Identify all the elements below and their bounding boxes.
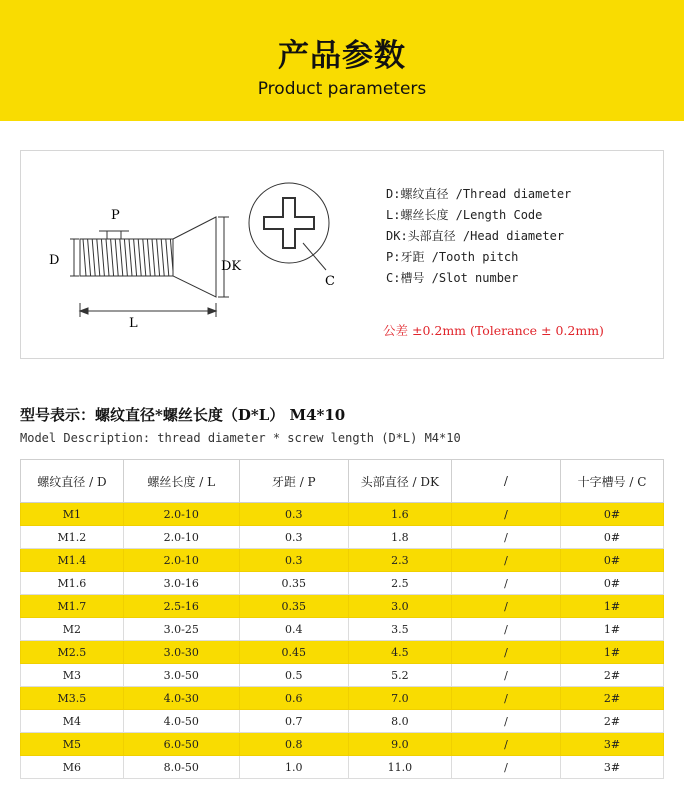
cell-slot-number: 3#: [561, 733, 664, 756]
cell-slot-number: 0#: [561, 503, 664, 526]
cell-head-diameter: 3.5: [348, 618, 451, 641]
header-slot-number: 十字槽号 / C: [561, 460, 664, 503]
table-row: [21, 526, 664, 549]
cell-screw-length: 3.0-50: [123, 664, 239, 687]
cell-slash: /: [451, 687, 560, 710]
table-header-row: [21, 460, 664, 503]
cell-thread-diameter: M3: [21, 664, 124, 687]
screw-side-view: [80, 217, 216, 297]
cell-pitch: 0.45: [239, 641, 348, 664]
screw-diagram-panel: [20, 150, 664, 359]
label-dk: DK: [221, 259, 242, 274]
cell-screw-length: 3.0-30: [123, 641, 239, 664]
cell-head-diameter: 2.5: [348, 572, 451, 595]
cell-head-diameter: 2.3: [348, 549, 451, 572]
cell-slash: /: [451, 733, 560, 756]
cell-pitch: 0.6: [239, 687, 348, 710]
cell-slot-number: 2#: [561, 664, 664, 687]
legend-item: DK:头部直径 /Head diameter: [386, 229, 565, 243]
tolerance-note: 公差 ±0.2mm (Tolerance ± 0.2mm): [383, 323, 604, 338]
header-slash: /: [451, 460, 560, 503]
cell-slash: /: [451, 595, 560, 618]
cell-pitch: 0.3: [239, 526, 348, 549]
table-row: [21, 687, 664, 710]
cell-thread-diameter: M4: [21, 710, 124, 733]
cell-thread-diameter: M1.6: [21, 572, 124, 595]
model-description-en: Model Description: thread diameter * screw length (D*L) M4*10: [20, 431, 461, 445]
cell-head-diameter: 7.0: [348, 687, 451, 710]
cell-pitch: 0.5: [239, 664, 348, 687]
cell-screw-length: 6.0-50: [123, 733, 239, 756]
label-c: C: [325, 274, 335, 289]
legend-item: D:螺纹直径 /Thread diameter: [386, 187, 572, 201]
cell-head-diameter: 9.0: [348, 733, 451, 756]
cell-pitch: 0.35: [239, 595, 348, 618]
table-row: [21, 756, 664, 779]
cell-thread-diameter: M1.2: [21, 526, 124, 549]
cell-screw-length: 8.0-50: [123, 756, 239, 779]
label-d: D: [49, 253, 60, 268]
table-row: [21, 549, 664, 572]
table-row: [21, 618, 664, 641]
header-banner: [0, 0, 684, 121]
cell-thread-diameter: M5: [21, 733, 124, 756]
header-screw-length: 螺丝长度 / L: [123, 460, 239, 503]
head-diameter-dimension: [218, 217, 229, 297]
cell-head-diameter: 4.5: [348, 641, 451, 664]
cell-screw-length: 4.0-30: [123, 687, 239, 710]
cell-head-diameter: 11.0: [348, 756, 451, 779]
cell-thread-diameter: M2: [21, 618, 124, 641]
legend-item: C:槽号 /Slot number: [386, 271, 519, 285]
table-row: [21, 733, 664, 756]
page-subtitle: Product parameters: [257, 79, 427, 99]
cell-thread-diameter: M1: [21, 503, 124, 526]
cell-head-diameter: 1.8: [348, 526, 451, 549]
legend-item: P:牙距 /Tooth pitch: [386, 250, 519, 264]
table-row: [21, 664, 664, 687]
cell-thread-diameter: M1.7: [21, 595, 124, 618]
cell-pitch: 0.4: [239, 618, 348, 641]
cell-slot-number: 0#: [561, 549, 664, 572]
cell-slash: /: [451, 549, 560, 572]
table-row: [21, 641, 664, 664]
cell-slot-number: 1#: [561, 595, 664, 618]
spec-table: [20, 459, 664, 779]
cell-screw-length: 2.0-10: [123, 549, 239, 572]
table-row: [21, 595, 664, 618]
cell-screw-length: 2.0-10: [123, 526, 239, 549]
cell-slot-number: 1#: [561, 641, 664, 664]
cell-pitch: 0.35: [239, 572, 348, 595]
cell-pitch: 0.7: [239, 710, 348, 733]
cell-head-diameter: 3.0: [348, 595, 451, 618]
cell-slot-number: 1#: [561, 618, 664, 641]
cell-thread-diameter: M1.4: [21, 549, 124, 572]
table-row: [21, 572, 664, 595]
screw-top-view: [249, 183, 329, 270]
header-thread-diameter: 螺纹直径 / D: [21, 460, 124, 503]
cell-slash: /: [451, 641, 560, 664]
length-dimension: [80, 303, 216, 317]
cell-slash: /: [451, 756, 560, 779]
cell-screw-length: 3.0-25: [123, 618, 239, 641]
table-body: [21, 503, 664, 779]
cell-thread-diameter: M3.5: [21, 687, 124, 710]
header-head-diameter: 头部直径 / DK: [348, 460, 451, 503]
cell-thread-diameter: M2.5: [21, 641, 124, 664]
cell-head-diameter: 8.0: [348, 710, 451, 733]
cell-slash: /: [451, 618, 560, 641]
label-l: L: [129, 316, 138, 331]
cell-screw-length: 3.0-16: [123, 572, 239, 595]
cell-slot-number: 0#: [561, 526, 664, 549]
diagram-legend: [386, 184, 571, 289]
cell-pitch: 1.0: [239, 756, 348, 779]
cell-head-diameter: 5.2: [348, 664, 451, 687]
label-p: P: [111, 208, 120, 223]
legend-item: L:螺丝长度 /Length Code: [386, 208, 543, 222]
cell-screw-length: 2.0-10: [123, 503, 239, 526]
cell-slash: /: [451, 503, 560, 526]
cell-slot-number: 0#: [561, 572, 664, 595]
diameter-dimension: [70, 239, 79, 276]
table-row: [21, 710, 664, 733]
table-row: [21, 503, 664, 526]
cell-screw-length: 4.0-50: [123, 710, 239, 733]
model-description-cn: 型号表示：螺纹直径*螺丝长度（D*L） M4*10: [20, 406, 346, 424]
cell-head-diameter: 1.6: [348, 503, 451, 526]
cell-slash: /: [451, 526, 560, 549]
cell-slash: /: [451, 710, 560, 733]
cell-pitch: 0.3: [239, 549, 348, 572]
cell-slot-number: 2#: [561, 710, 664, 733]
cell-thread-diameter: M6: [21, 756, 124, 779]
pitch-dimension: [99, 231, 129, 239]
cell-slash: /: [451, 572, 560, 595]
cell-slash: /: [451, 664, 560, 687]
cell-slot-number: 2#: [561, 687, 664, 710]
cell-pitch: 0.3: [239, 503, 348, 526]
header-pitch: 牙距 / P: [239, 460, 348, 503]
cell-screw-length: 2.5-16: [123, 595, 239, 618]
page-title: 产品参数: [278, 38, 406, 74]
cell-slot-number: 3#: [561, 756, 664, 779]
cell-pitch: 0.8: [239, 733, 348, 756]
